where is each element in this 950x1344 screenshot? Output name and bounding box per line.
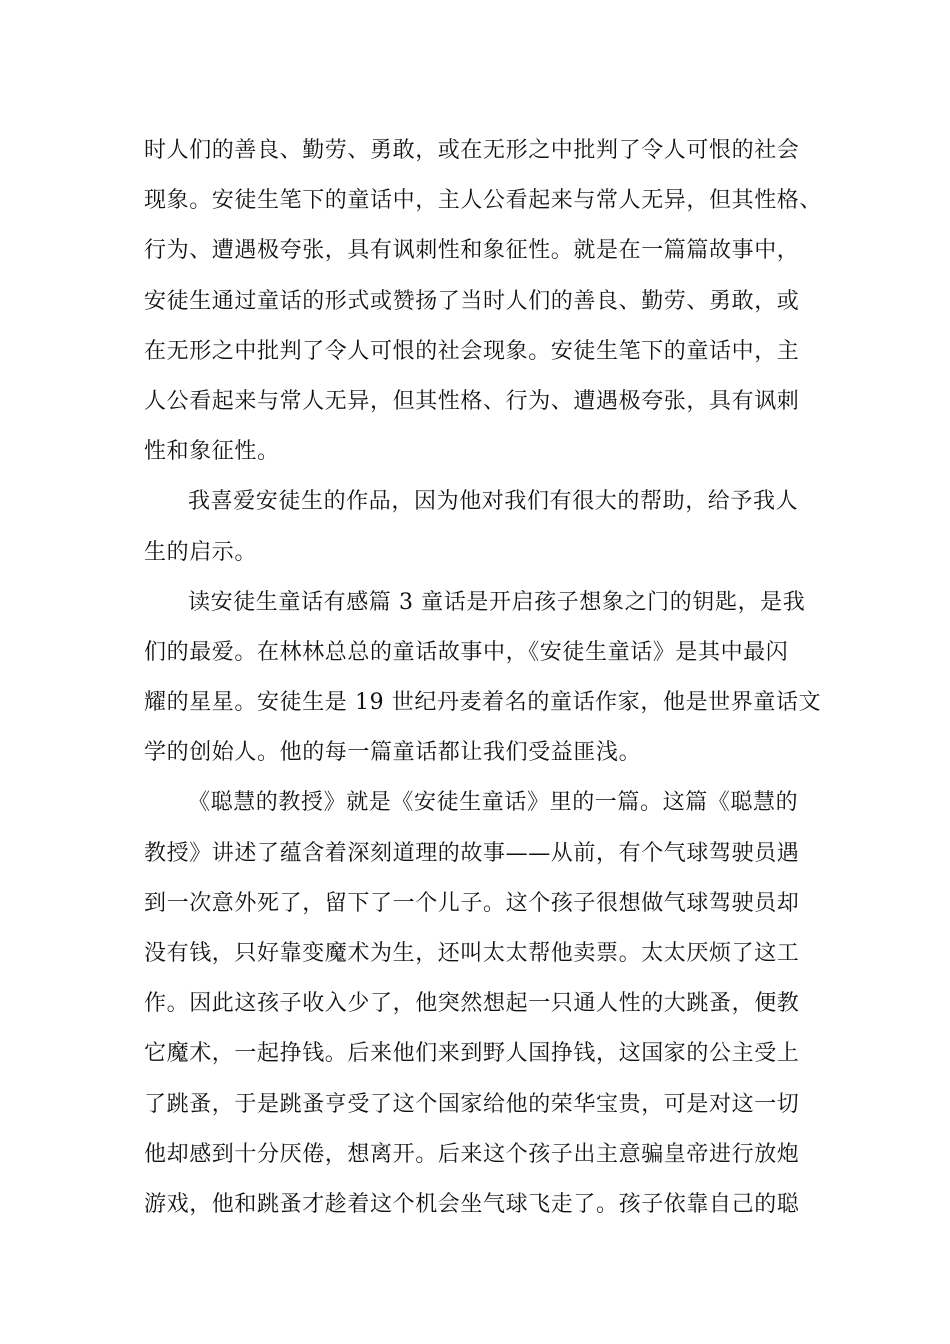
text-line: 在无形之中批判了令人可恨的社会现象。安徒生笔下的童话中，主	[144, 338, 800, 364]
text-line: 学的创始人。他的每一篇童话都让我们受益匪浅。	[144, 740, 642, 766]
text-line: 现象。安徒生笔下的童话中，主人公看起来与常人无异，但其性格、	[144, 188, 823, 214]
text-line: 时人们的善良、勤劳、勇敢，或在无形之中批判了令人可恨的社会	[144, 138, 800, 163]
text-line: 没有钱，只好靠变魔术为生，还叫太太帮他卖票。太太厌烦了这工	[144, 941, 800, 966]
text-line: 《聪慧的教授》就是《安徒生童话》里的一篇。这篇《聪慧的	[188, 790, 799, 816]
text-line: 教授》讲述了蕴含着深刻道理的故事——从前，有个气球驾驶员遇	[144, 840, 800, 866]
text-line: 它魔术，一起挣钱。后来他们来到野人国挣钱，这国家的公主受上	[144, 1041, 800, 1067]
text-line: 耀的星星。安徒生是 19 世纪丹麦着名的童话作家，他是世界童话文	[144, 690, 822, 716]
text-line: 们的最爱。在林林总总的童话故事中，《安徒生童话》是其中最闪	[144, 639, 789, 665]
text-line: 游戏，他和跳蚤才趁着这个机会坐气球飞走了。孩子依靠自己的聪	[144, 1191, 800, 1217]
text-line: 行为、遭遇极夸张，具有讽刺性和象征性。就是在一篇篇故事中，	[144, 238, 800, 264]
text-line: 作。因此这孩子收入少了，他突然想起一只通人性的大跳蚤，便教	[144, 991, 800, 1017]
text-line: 性和象征性。	[144, 439, 280, 465]
text-line: 生的启示。	[144, 539, 258, 565]
text-line: 到一次意外死了，留下了一个儿子。这个孩子很想做气球驾驶员却	[144, 890, 800, 916]
text-line: 读安徒生童话有感篇 3 童话是开启孩子想象之门的钥匙，是我	[188, 589, 806, 615]
text-line: 安徒生通过童话的形式或赞扬了当时人们的善良、勤劳、勇敢，或	[144, 288, 800, 314]
text-line: 他却感到十分厌倦，想离开。后来这个孩子出主意骗皇帝进行放炮	[144, 1141, 800, 1167]
body-text	[144, 126, 823, 1230]
text-line: 我喜爱安徒生的作品，因为他对我们有很大的帮助，给予我人	[188, 489, 799, 515]
text-line: 人公看起来与常人无异，但其性格、行为、遭遇极夸张，具有讽刺	[144, 388, 800, 414]
text-line: 了跳蚤，于是跳蚤亨受了这个国家给他的荣华宝贵，可是对这一切	[144, 1091, 800, 1117]
